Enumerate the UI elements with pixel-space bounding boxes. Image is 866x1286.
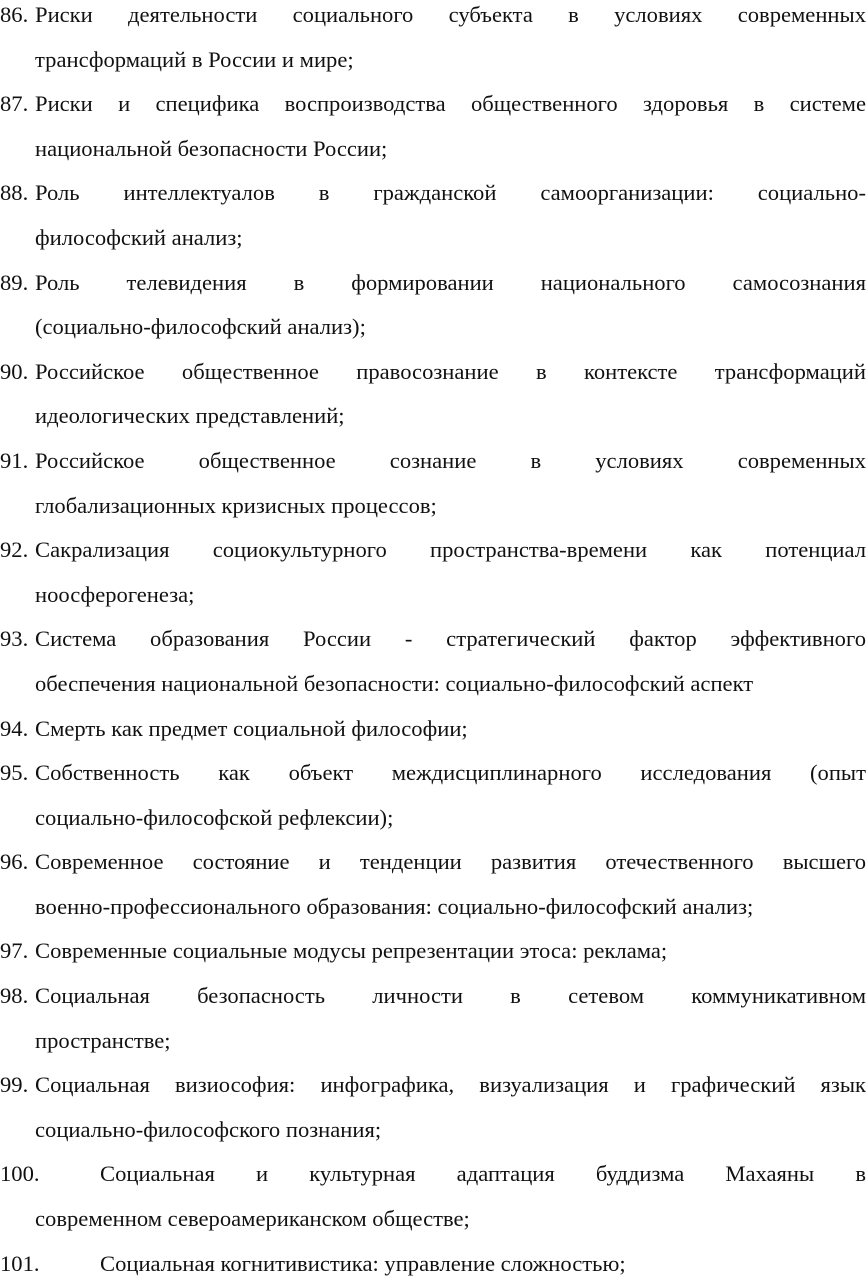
list-item-87 xyxy=(0,82,866,171)
item-text-line: Роль телевидения в формировании национального самосознания xyxy=(35,269,866,295)
item-number: 96. xyxy=(0,849,29,875)
item-number: 91. xyxy=(0,447,29,473)
item-text-line: современном североамериканском обществе; xyxy=(35,1206,470,1232)
item-number: 87. xyxy=(0,91,29,117)
item-number: 99. xyxy=(0,1072,29,1098)
list-item-89 xyxy=(0,261,866,350)
item-text-line: глобализационных кризисных процессов; xyxy=(35,492,437,518)
list-item-98 xyxy=(0,974,866,1063)
list-item-99 xyxy=(0,1063,866,1152)
item-number: 98. xyxy=(0,983,29,1009)
item-text-line: Риски деятельности социального субъекта в условиях современных xyxy=(35,2,866,27)
item-text-line: идеологических представлений; xyxy=(35,403,345,429)
item-text-line: Социальная визиософия: инфографика, визуализация и графический язык xyxy=(35,1072,866,1098)
item-text-line xyxy=(35,1242,866,1286)
item-text-line: ноосферогенеза; xyxy=(35,581,195,607)
item-text-line: Современное состояние и тенденции развития отечественного высшего xyxy=(35,849,866,875)
item-number: 94. xyxy=(0,715,29,741)
item-text-line: Российское общественное правосознание в контексте трансформаций xyxy=(35,358,866,384)
list-item-95 xyxy=(0,751,866,840)
list-item-91 xyxy=(0,439,866,528)
item-text-line: социально-философского познания; xyxy=(35,1116,382,1142)
item-text-line: национальной безопасности России; xyxy=(35,135,388,161)
list-item-90 xyxy=(0,350,866,439)
list-item-100 xyxy=(0,1152,866,1241)
list-item-94 xyxy=(0,707,866,752)
item-number: 92. xyxy=(0,537,29,563)
list-item-93 xyxy=(0,617,866,706)
item-number: 93. xyxy=(0,626,29,652)
item-text-line: Социальная безопасность личности в сетевом коммуникативном xyxy=(35,983,866,1009)
item-text-line: Российское общественное сознание в условиях современных xyxy=(35,447,866,473)
item-number: 100. xyxy=(0,1161,40,1187)
item-text-line: социально-философской рефлексии); xyxy=(35,804,394,830)
list-item-97 xyxy=(0,929,866,974)
item-text-line: трансформаций в России и мире; xyxy=(35,46,354,72)
list-item-92 xyxy=(0,528,866,617)
item-text-line: Собственность как объект междисциплинарного исследования (опыт xyxy=(35,760,866,786)
list-item-96 xyxy=(0,840,866,929)
item-text-line: Система образования России - стратегический фактор эффективного xyxy=(35,626,866,652)
item-text-line: Современные социальные модусы репрезентации этоса: реклама; xyxy=(35,938,668,964)
item-text-first: Социальная когнитивистика: управление сложностью; xyxy=(100,1250,626,1276)
list-item-88 xyxy=(0,171,866,260)
item-text-line: пространстве; xyxy=(35,1027,171,1053)
item-number: 88. xyxy=(0,180,29,206)
item-text-first: Социальная и культурная адаптация буддизма Махаяны в xyxy=(100,1161,866,1187)
item-number: 101. xyxy=(0,1250,40,1276)
item-number: 86. xyxy=(0,2,29,27)
item-text-line: (социально-философский анализ); xyxy=(35,314,366,340)
item-number: 95. xyxy=(0,760,29,786)
item-text-line: Роль интеллектуалов в гражданской самоорганизации: социально- xyxy=(35,180,866,206)
item-text-line xyxy=(35,1152,866,1197)
item-number: 97. xyxy=(0,938,29,964)
item-text-line: Риски и специфика воспроизводства общественного здоровья в системе xyxy=(35,91,866,117)
item-number: 89. xyxy=(0,269,29,295)
item-text-line: философский анализ; xyxy=(35,224,243,250)
item-text-line: обеспечения национальной безопасности: социально-философский аспект xyxy=(35,670,754,696)
item-number: 90. xyxy=(0,358,29,384)
list-item-86 xyxy=(0,0,866,82)
item-text-line: Смерть как предмет социальной философии; xyxy=(35,715,468,741)
item-text-line: Сакрализация социокультурного пространства-времени как потенциал xyxy=(35,537,866,563)
list-item-101 xyxy=(0,1242,866,1286)
item-text-line: военно-профессионального образования: социально-философский анализ; xyxy=(35,893,754,919)
